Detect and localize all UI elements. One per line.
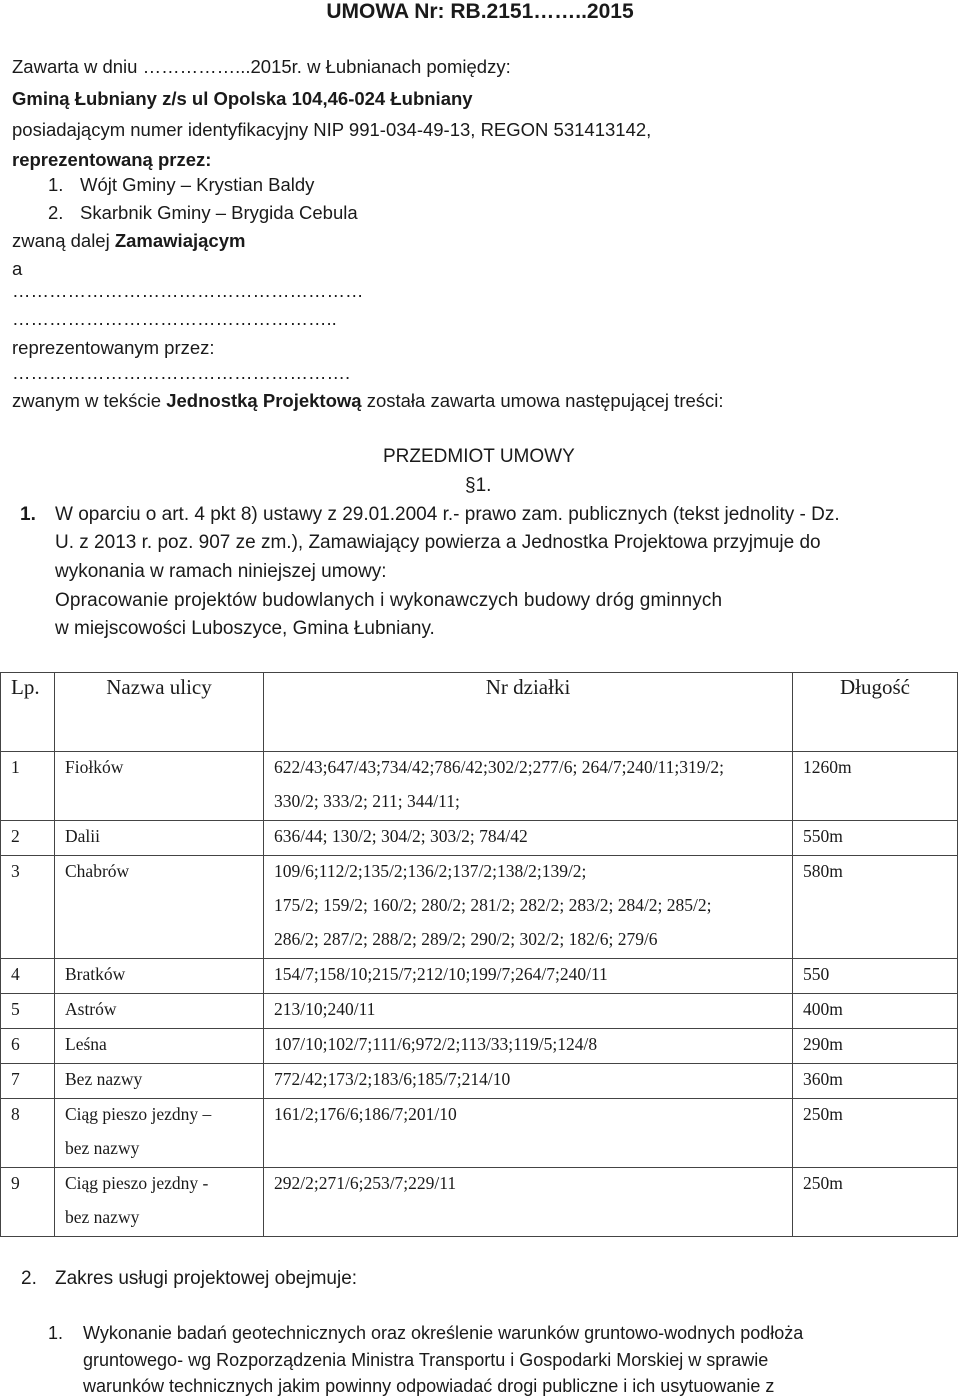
- representative-1: [48, 174, 314, 196]
- lp-value: 5: [11, 999, 20, 1019]
- street-name-line: bez nazwy: [65, 1207, 140, 1227]
- plot-numbers-line: 622/43;647/43;734/42;786/42;302/2;277/6; 264/7;240/11;319/2;: [274, 757, 724, 777]
- street-name-line: Dalii: [65, 826, 100, 846]
- cell-street-name: [55, 959, 264, 994]
- cell-plot-numbers: [264, 994, 793, 1029]
- document-title: UMOWA Nr: RB.2151……..2015: [326, 0, 634, 23]
- employer-term: Zamawiającym: [114, 230, 246, 251]
- cell-lp: [1, 821, 55, 856]
- cell-plot-numbers: [264, 1029, 793, 1064]
- representative-2-text: Skarbnik Gminy – Brygida Cebula: [80, 202, 358, 223]
- lp-value: 9: [11, 1173, 20, 1193]
- length-value: 400m: [803, 999, 843, 1019]
- street-name-line: Ciąg pieszo jezdny -: [65, 1173, 209, 1193]
- header-plot-number: Nr działki: [264, 673, 793, 752]
- cell-street-name: [55, 1168, 264, 1237]
- table-header-row: [1, 673, 958, 752]
- cell-length: [793, 959, 958, 994]
- party-municipality: Gminą Łubniany z/s ul Opolska 104,46-024 Łubniany: [12, 88, 473, 109]
- plot-numbers-line: 161/2;176/6;186/7;201/10: [274, 1104, 457, 1124]
- lp-value: 1: [11, 757, 20, 777]
- cell-plot-numbers: [264, 856, 793, 959]
- cell-street-name: [55, 1029, 264, 1064]
- party-identifiers: posiadającym numer identyfikacyjny NIP 991-034-49-13, REGON 531413142,: [12, 119, 652, 140]
- table-row: [1, 821, 958, 856]
- represented-by-label-2: reprezentowanym przez:: [12, 337, 215, 358]
- cell-lp: [1, 856, 55, 959]
- cell-length: [793, 856, 958, 959]
- called-employer-line: [12, 230, 245, 252]
- point-1-line-5: w miejscowości Luboszyce, Gmina Łubniany.: [55, 618, 435, 639]
- lp-value: 7: [11, 1069, 20, 1089]
- contractor-suffix: została zawarta umowa następującej treści:: [361, 390, 724, 411]
- street-name-line: Leśna: [65, 1034, 107, 1054]
- paragraph-number: §1.: [465, 475, 492, 496]
- list-number: 2.: [48, 202, 64, 223]
- plot-numbers-line: 213/10;240/11: [274, 999, 376, 1019]
- cell-plot-numbers: [264, 1099, 793, 1168]
- cell-lp: [1, 752, 55, 821]
- plot-numbers-line: 330/2; 333/2; 211; 344/11;: [274, 791, 460, 811]
- cell-lp: [1, 1029, 55, 1064]
- representative-1-text: Wójt Gminy – Krystian Baldy: [80, 174, 315, 195]
- section-title: PRZEDMIOT UMOWY: [383, 446, 575, 467]
- length-value: 550m: [803, 826, 843, 846]
- plot-numbers-line: 286/2; 287/2; 288/2; 289/2; 290/2; 302/2; 182/6; 279/6: [274, 929, 658, 949]
- table-row: [1, 752, 958, 821]
- streets-table: [0, 672, 958, 1237]
- table-row: [1, 1064, 958, 1099]
- plot-numbers-line: 109/6;112/2;135/2;136/2;137/2;138/2;139/2;: [274, 861, 587, 881]
- representative-2: [48, 202, 358, 224]
- length-value: 1260m: [803, 757, 852, 777]
- plot-numbers-line: 107/10;102/7;111/6;972/2;113/33;119/5;124/8: [274, 1034, 598, 1054]
- cell-plot-numbers: [264, 752, 793, 821]
- cell-length: [793, 821, 958, 856]
- cell-street-name: [55, 1064, 264, 1099]
- table-row: [1, 1099, 958, 1168]
- point-2-text: Zakres usługi projektowej obejmuje:: [55, 1268, 358, 1289]
- and-word: a: [12, 258, 23, 279]
- cell-length: [793, 1099, 958, 1168]
- length-value: 250m: [803, 1104, 843, 1124]
- table-row: [1, 856, 958, 959]
- header-street-name: Nazwa ulicy: [55, 673, 264, 752]
- cell-lp: [1, 959, 55, 994]
- cell-plot-numbers: [264, 821, 793, 856]
- cell-length: [793, 994, 958, 1029]
- street-name-line: Bez nazwy: [65, 1069, 143, 1089]
- plot-numbers-line: 154/7;158/10;215/7;212/10;199/7;264/7;240/11: [274, 964, 608, 984]
- length-value: 250m: [803, 1173, 843, 1193]
- lp-value: 3: [11, 861, 20, 881]
- lp-value: 2: [11, 826, 20, 846]
- cell-street-name: [55, 821, 264, 856]
- cell-lp: [1, 994, 55, 1029]
- street-name-line: Ciąg pieszo jezdny –: [65, 1104, 212, 1124]
- point-1-line-3: wykonania w ramach niniejszej umowy:: [55, 561, 387, 582]
- cell-length: [793, 752, 958, 821]
- length-value: 550: [803, 964, 830, 984]
- length-value: 360m: [803, 1069, 843, 1089]
- plot-numbers-line: 636/44; 130/2; 304/2; 303/2; 784/42: [274, 826, 528, 846]
- plot-numbers-line: 772/42;173/2;183/6;185/7;214/10: [274, 1069, 511, 1089]
- table-row: [1, 994, 958, 1029]
- scope-item-1-line-3: warunków technicznych jakim powinny odpowiadać drogi publiczne i ich usytuowanie z: [83, 1376, 775, 1396]
- cell-street-name: [55, 752, 264, 821]
- plot-numbers-line: 175/2; 159/2; 160/2; 280/2; 281/2; 282/2; 283/2; 284/2; 285/2;: [274, 895, 712, 915]
- street-name-line: Chabrów: [65, 861, 130, 881]
- cell-plot-numbers: [264, 959, 793, 994]
- plot-numbers-line: 292/2;271/6;253/7;229/11: [274, 1173, 457, 1193]
- contractor-line: [12, 390, 724, 412]
- street-name-line: bez nazwy: [65, 1138, 140, 1158]
- table-row: [1, 1029, 958, 1064]
- length-value: 580m: [803, 861, 843, 881]
- point-1-line-1: W oparciu o art. 4 pkt 8) ustawy z 29.01.2004 r.- prawo zam. publicznych (tekst jednolity - Dz.: [55, 504, 840, 525]
- contractor-prefix: zwanym w tekście: [12, 390, 167, 411]
- cell-lp: [1, 1064, 55, 1099]
- scope-item-1-line-1: Wykonanie badań geotechnicznych oraz określenie warunków gruntowo-wodnych podłoża: [83, 1323, 804, 1343]
- cell-length: [793, 1168, 958, 1237]
- lp-value: 6: [11, 1034, 20, 1054]
- cell-street-name: [55, 1099, 264, 1168]
- lp-value: 8: [11, 1104, 20, 1124]
- placeholder-dots-3: ……………………………………………….: [12, 362, 351, 383]
- table-row: [1, 959, 958, 994]
- cell-length: [793, 1064, 958, 1099]
- called-prefix: zwaną dalej: [12, 230, 115, 251]
- cell-lp: [1, 1099, 55, 1168]
- point-1-number: 1.: [20, 504, 36, 525]
- header-lp: Lp.: [1, 673, 55, 752]
- cell-plot-numbers: [264, 1064, 793, 1099]
- cell-plot-numbers: [264, 1168, 793, 1237]
- point-1-line-4: Opracowanie projektów budowlanych i wykonawczych budowy dróg gminnych: [55, 590, 723, 611]
- cell-street-name: [55, 856, 264, 959]
- scope-item-1-line-2: gruntowego- wg Rozporządzenia Ministra Transportu i Gospodarki Morskiej w sprawie: [83, 1350, 769, 1370]
- lp-value: 4: [11, 964, 20, 984]
- list-number: 1.: [48, 174, 64, 195]
- scope-item-1-number: 1.: [48, 1323, 64, 1343]
- intro-date-line: Zawarta w dniu ……………...2015r. w Łubnianach pomiędzy:: [12, 56, 511, 77]
- street-name-line: Bratków: [65, 964, 126, 984]
- length-value: 290m: [803, 1034, 843, 1054]
- contractor-term: Jednostką Projektową: [166, 390, 362, 411]
- placeholder-dots-1: …………………………………………………: [12, 280, 364, 301]
- placeholder-dots-2: ……………………………………………..: [12, 308, 337, 329]
- table-row: [1, 1168, 958, 1237]
- cell-length: [793, 1029, 958, 1064]
- represented-by-label: reprezentowaną przez:: [12, 149, 212, 170]
- street-name-line: Astrów: [65, 999, 117, 1019]
- cell-street-name: [55, 994, 264, 1029]
- street-name-line: Fiołków: [65, 757, 124, 777]
- header-length: Długość: [793, 673, 958, 752]
- cell-lp: [1, 1168, 55, 1237]
- point-1-line-2: U. z 2013 r. poz. 907 ze zm.), Zamawiający powierza a Jednostka Projektowa przyjmuje do: [55, 532, 821, 553]
- point-2-number: 2.: [21, 1268, 37, 1289]
